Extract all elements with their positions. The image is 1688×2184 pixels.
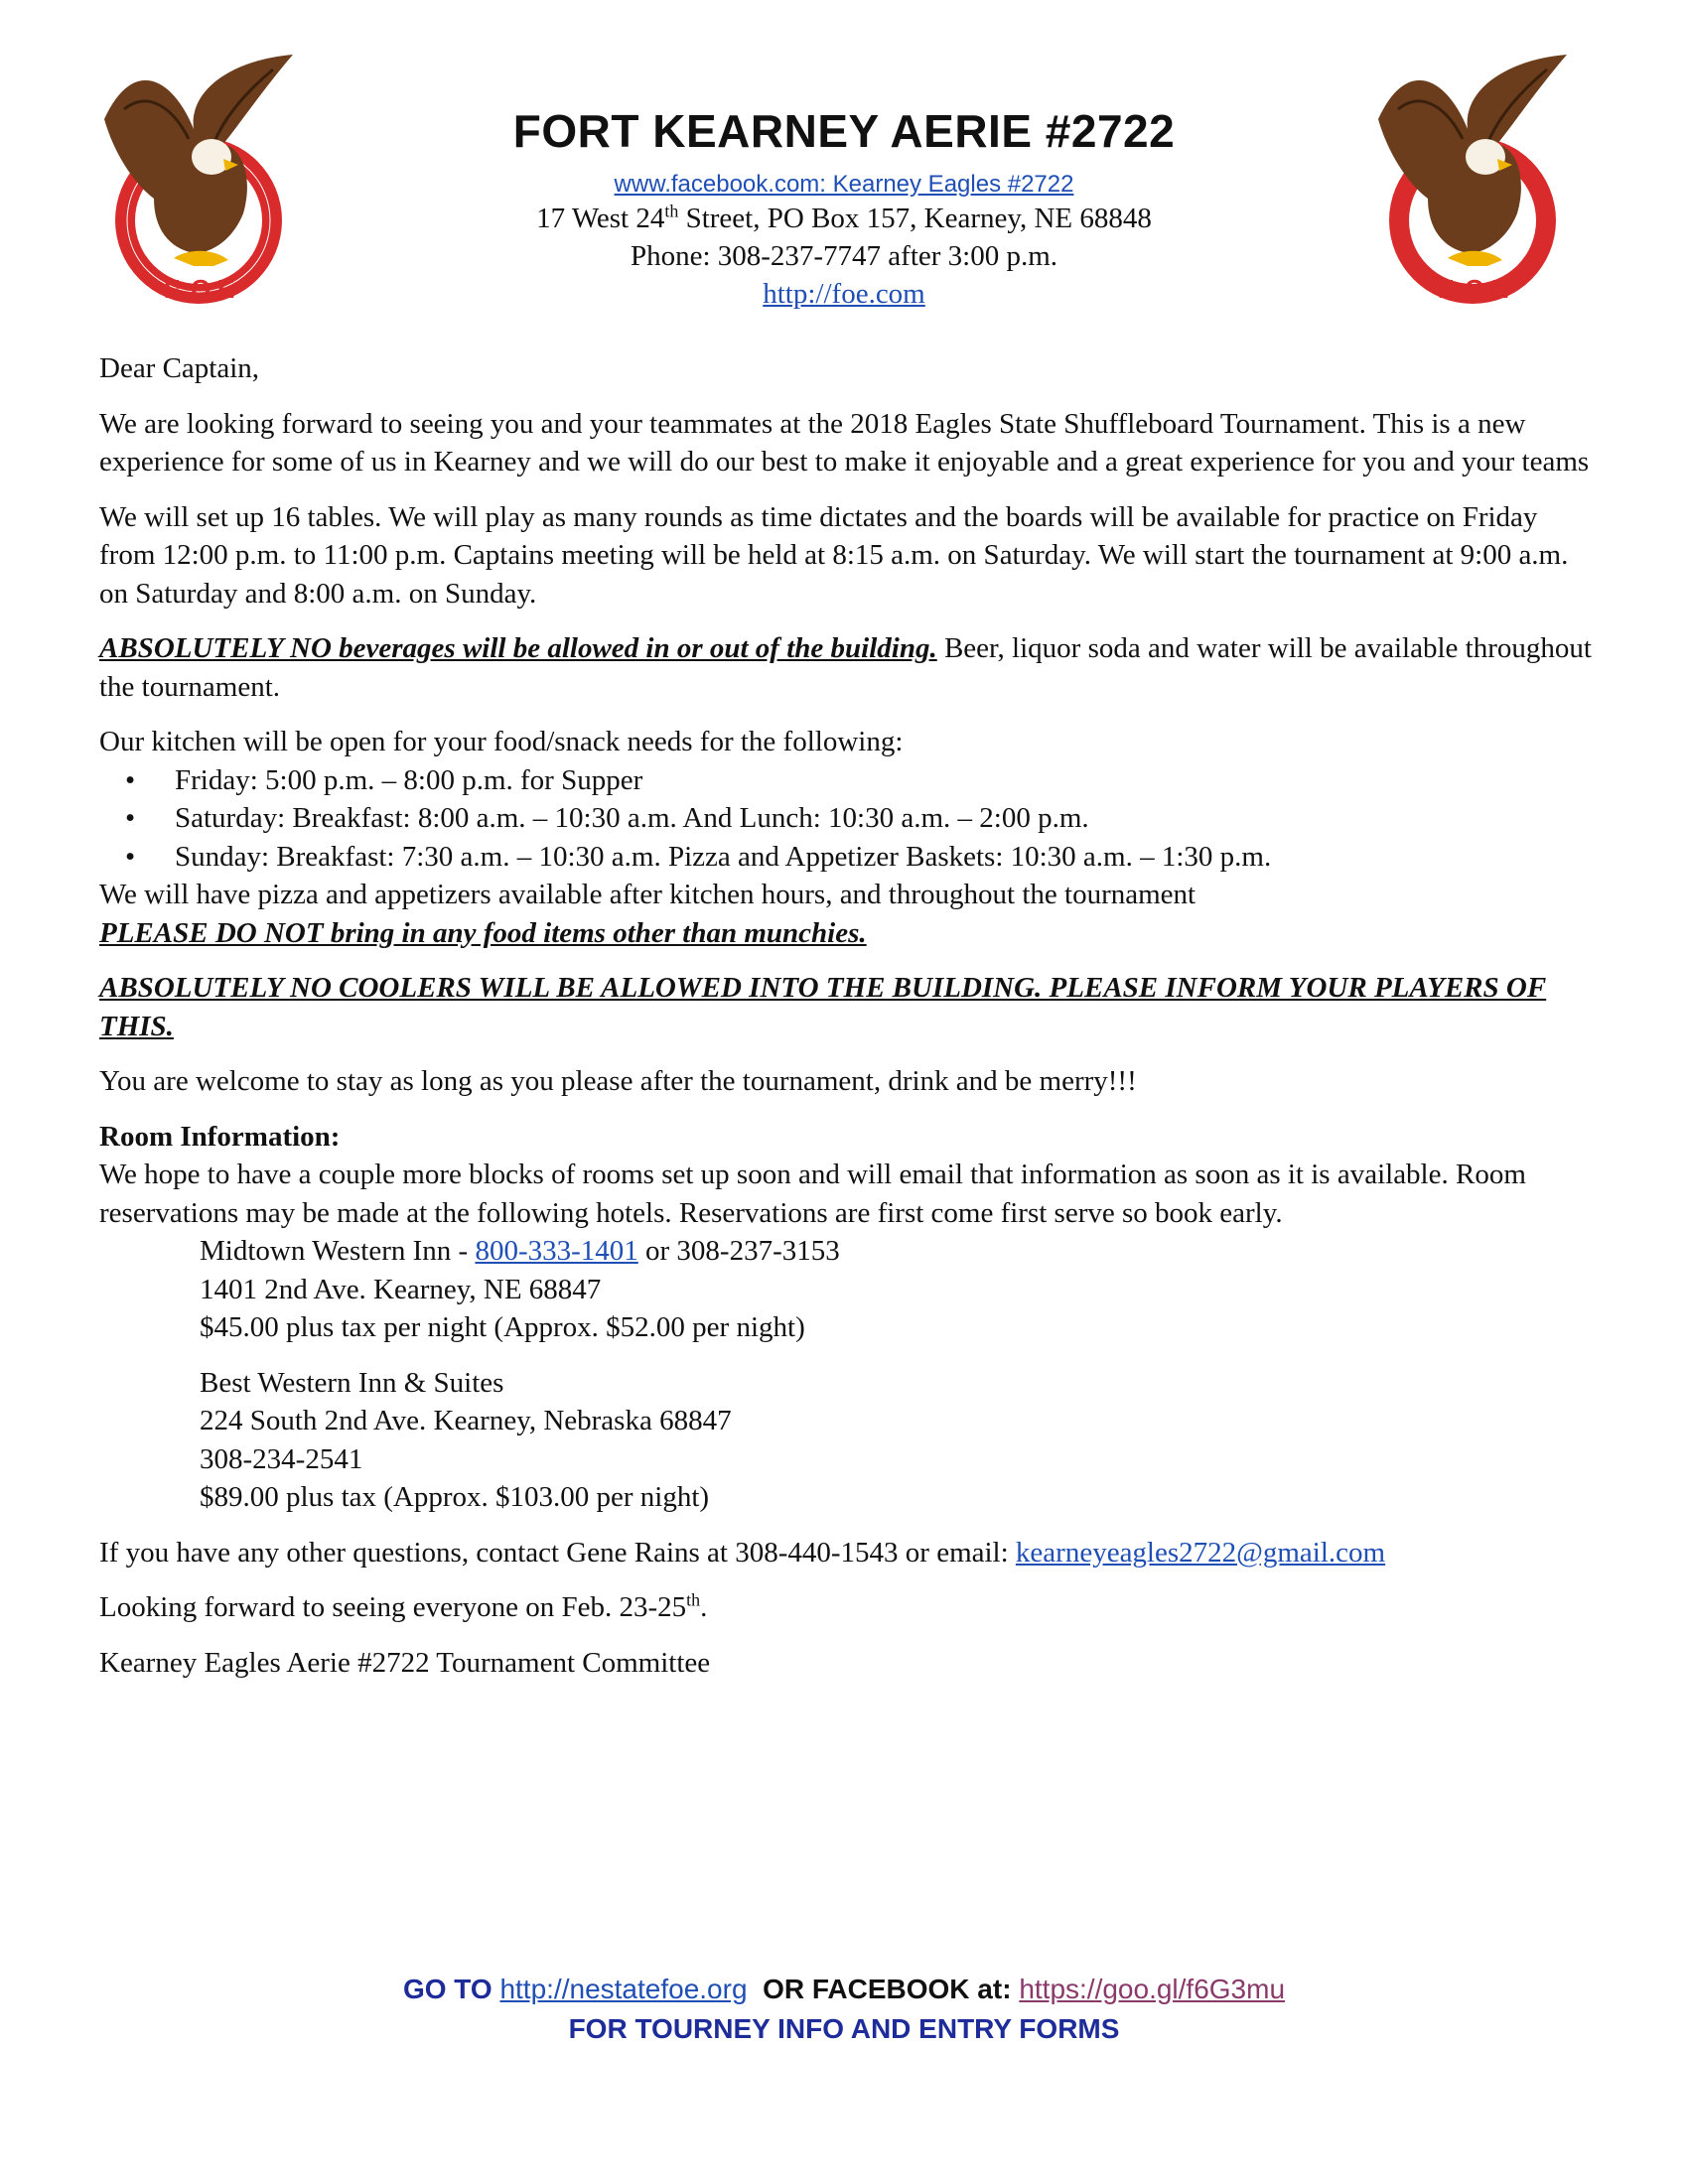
letterhead	[397, 104, 1291, 313]
list-item: • Friday: 5:00 p.m. – 8:00 p.m. for Supper	[99, 761, 1599, 800]
bullet-icon: •	[125, 763, 136, 796]
room-text: We hope to have a couple more blocks of rooms set up soon and will email that information as soon as it is available. Room reservations may be made at the following hotels. Reservations are first come first serve so book early.	[99, 1159, 1526, 1229]
closing-line: Looking forward to seeing everyone on Feb. 23-25th.	[99, 1589, 708, 1623]
foe-eagle-logo-right	[1368, 50, 1577, 318]
facebook-short-link[interactable]: https://goo.gl/f6G3mu	[1019, 1974, 1286, 2004]
intro-paragraph: We are looking forward to seeing you and your teammates at the 2018 Eagles State Shuffleboard Tournament. This is a new experience for some of us in Kearney and we will do our best to make it enjoyable and a great experience for you and your teams	[99, 407, 1590, 478]
svg-text:F: F	[1438, 274, 1454, 304]
beverage-paragraph: ABSOLUTELY NO beverages will be allowed in or out of the building. Beer, liquor soda and water will be available throughout the tournament.	[99, 632, 1592, 703]
svg-text:F: F	[164, 274, 180, 304]
bullet-icon: •	[125, 840, 136, 873]
list-item: • Saturday: Breakfast: 8:00 a.m. – 10:30 a.m. And Lunch: 10:30 a.m. – 2:00 p.m.	[99, 799, 1599, 838]
facebook-link[interactable]: www.facebook.com: Kearney Eagles #2722	[614, 171, 1074, 198]
phone-line: Phone: 308-237-7747 after 3:00 p.m.	[630, 240, 1058, 272]
svg-text:E: E	[217, 274, 235, 304]
nestatefoe-link[interactable]: http://nestatefoe.org	[499, 1974, 748, 2004]
hotel-1-address: 1401 2nd Ave. Kearney, NE 68847	[200, 1273, 602, 1305]
hotel-1-price: $45.00 plus tax per night (Approx. $52.00 per night)	[200, 1311, 805, 1343]
hotel-2-address: 224 South 2nd Ave. Kearney, Nebraska 68847	[200, 1405, 732, 1436]
kitchen-intro: Our kitchen will be open for your food/snack needs for the following:	[99, 726, 904, 757]
signature: Kearney Eagles Aerie #2722 Tournament Committee	[99, 1646, 711, 1679]
svg-text:E: E	[1491, 274, 1509, 304]
food-warning: PLEASE DO NOT bring in any food items other than munchies.	[99, 916, 867, 949]
footer: GO TO http://nestatefoe.org OR FACEBOOK at: https://goo.gl/f6G3mu FOR TOURNEY INFO AND ENTRY FORMS	[199, 1970, 1489, 2049]
svg-text:O: O	[1465, 274, 1485, 304]
footer-tagline: FOR TOURNEY INFO AND ENTRY FORMS	[568, 2013, 1120, 2044]
cooler-warning: ABSOLUTELY NO COOLERS WILL BE ALLOWED INTO THE BUILDING. PLEASE INFORM YOUR PLAYERS OF THIS.	[99, 972, 1547, 1042]
hotel-2	[99, 1364, 1599, 1517]
hotel-1-phone-link[interactable]: 800-333-1401	[475, 1235, 638, 1267]
kitchen-hours-list	[99, 761, 1599, 877]
hotel-2-name: Best Western Inn & Suites	[200, 1366, 504, 1399]
beverage-warning: ABSOLUTELY NO beverages will be allowed in or out of the building.	[99, 632, 937, 664]
hotel-2-phone: 308-234-2541	[200, 1442, 363, 1475]
hotel-2-price: $89.00 plus tax (Approx. $103.00 per night)	[200, 1481, 710, 1513]
foe-eagle-logo-left	[94, 50, 303, 318]
salutation: Dear Captain,	[99, 352, 260, 384]
bullet-icon: •	[125, 802, 136, 834]
schedule-paragraph: We will set up 16 tables. We will play as many rounds as time dictates and the boards will be available for practice on Friday from 12:00 p.m. to 11:00 p.m. Captains meeting will be held at 8:15 a.m. on Saturday. We will start the tournament at 9:00 a.m. on Saturday and 8:00 a.m. on Sunday.	[99, 500, 1569, 610]
pizza-note: We will have pizza and appetizers available after kitchen hours, and throughout the tournament	[99, 879, 1196, 910]
letter-body	[99, 349, 1599, 1699]
organization-title: FORT KEARNEY AERIE #2722	[512, 105, 1176, 157]
address-line: 17 West 24th Street, PO Box 157, Kearney, NE 68848	[536, 201, 1152, 234]
list-item: • Sunday: Breakfast: 7:30 a.m. – 10:30 a.m. Pizza and Appetizer Baskets: 10:30 a.m. – 1:30 p.m.	[99, 838, 1599, 877]
stay-note: You are welcome to stay as long as you please after the tournament, drink and be merry!!!	[99, 1065, 1137, 1097]
room-heading: Room Information:	[99, 1120, 341, 1153]
contact-line: If you have any other questions, contact Gene Rains at 308-440-1543 or email: kearneyeagles2722@gmail.com	[99, 1536, 1386, 1569]
hotel-1: Midtown Western Inn - 800-333-1401 or 308-237-3153 1401 2nd Ave. Kearney, NE 68847 $45.00 plus tax per night (Approx. $52.00 per night)	[99, 1232, 1599, 1347]
website-link[interactable]: http://foe.com	[763, 278, 925, 310]
email-link[interactable]: kearneyeagles2722@gmail.com	[1015, 1536, 1386, 1569]
svg-text:O: O	[191, 274, 211, 304]
